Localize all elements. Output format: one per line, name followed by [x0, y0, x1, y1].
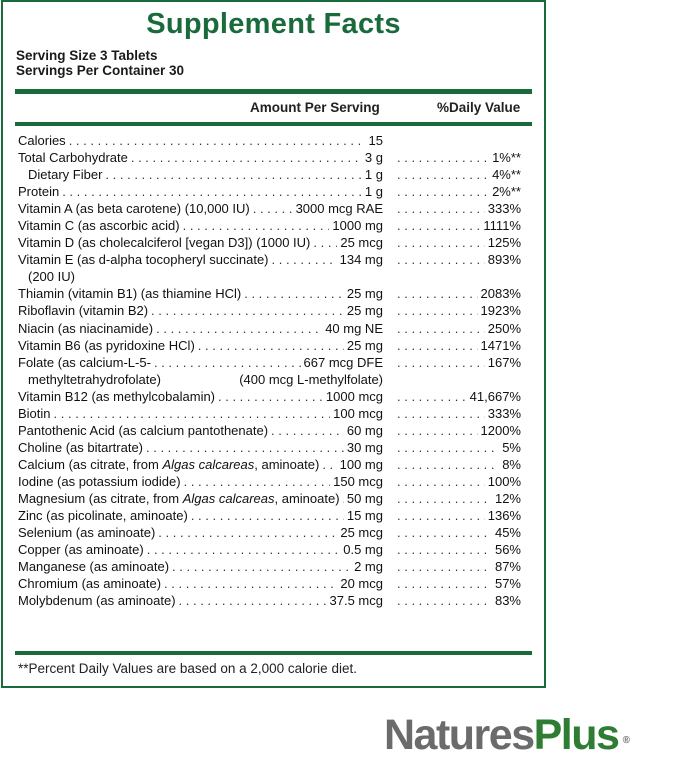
- nutrient-left: [18, 285, 383, 302]
- nutrient-amount: 50 mg: [346, 490, 383, 506]
- nutrient-name: Vitamin B6 (as pyridoxine HCl): [18, 337, 195, 353]
- leader-dots: [271, 422, 344, 439]
- leader-dots: [397, 337, 478, 354]
- daily-value-cell: [394, 456, 521, 473]
- leader-dots: [397, 302, 478, 319]
- nutrient-amount: 30 mg: [346, 439, 383, 455]
- divider-thick: [15, 89, 532, 94]
- nutrient-left: [18, 234, 383, 251]
- daily-value: 100%: [487, 473, 521, 489]
- daily-value-cell: [394, 558, 521, 575]
- nutrient-amount: 25 mg: [346, 303, 383, 319]
- nutrient-name: Total Carbohydrate: [18, 150, 128, 166]
- nutrient-amount: 1000 mg: [332, 218, 383, 234]
- nutrient-amount: 134 mg: [339, 252, 383, 268]
- nutrient-amount: 25 mg: [346, 337, 383, 353]
- divider-bottom: [15, 651, 532, 655]
- leader-dots: [397, 558, 492, 575]
- daily-value: 87%: [494, 559, 521, 575]
- leader-dots: [156, 320, 322, 337]
- nutrient-left: [18, 132, 383, 149]
- nutrient-name: Vitamin D (as cholecalciferol [vegan D3]) (1000 IU): [18, 235, 311, 251]
- nutrient-row: [18, 149, 528, 166]
- leader-dots: [54, 405, 331, 422]
- footnote: **Percent Daily Values are based on a 2,000 calorie diet.: [18, 661, 357, 676]
- daily-value: 167%: [487, 354, 521, 370]
- nutrient-amount: 2 mg: [354, 559, 383, 575]
- nutrient-name: Zinc (as picolinate, aminoate): [18, 508, 188, 524]
- daily-value-header: %Daily Value: [437, 100, 521, 115]
- nutrient-row: [18, 337, 528, 354]
- nutrient-amount: 1 g: [364, 184, 383, 200]
- nutrient-continuation: [18, 371, 383, 388]
- nutrient-name: Iodine (as potassium iodide): [18, 473, 181, 489]
- daily-value-cell: [394, 320, 521, 337]
- leader-dots: [343, 490, 344, 507]
- nutrient-row: [18, 507, 528, 524]
- nutrient-name: Selenium (as aminoate): [18, 525, 156, 541]
- nutrient-amount: 1000 mcg: [325, 388, 383, 404]
- nutrient-row: [18, 575, 528, 592]
- nutrient-row: [18, 439, 528, 456]
- daily-value: 45%: [494, 525, 521, 541]
- nutrient-name: Molybdenum (as aminoate): [18, 593, 176, 609]
- nutrient-left: [18, 337, 383, 354]
- leader-dots: [397, 422, 478, 439]
- leader-dots: [147, 541, 341, 558]
- leader-dots: [179, 592, 327, 609]
- nutrient-row: [18, 166, 528, 183]
- daily-value: 8%: [502, 456, 521, 472]
- nutrient-left: [18, 592, 383, 609]
- nutrient-name: Folate (as calcium-L-5-: [18, 354, 151, 370]
- nutrient-name-continued: methyltetrahydrofolate): [28, 371, 161, 387]
- nutrient-row: [18, 490, 528, 507]
- serving-info: [16, 48, 184, 78]
- nutrient-amount: 37.5 mcg: [329, 593, 383, 609]
- nutrient-amount: 0.5 mg: [343, 542, 383, 558]
- leader-dots: [183, 217, 330, 234]
- leader-dots: [397, 166, 489, 183]
- nutrient-name: Thiamin (vitamin B1) (as thiamine HCl): [18, 286, 242, 302]
- leader-dots: [158, 524, 337, 541]
- daily-value: 41,667%: [469, 388, 521, 404]
- daily-value-cell: [394, 302, 521, 319]
- nutrient-row: [18, 558, 528, 575]
- leader-dots: [397, 507, 485, 524]
- brand-name-part2: Plus: [533, 711, 619, 759]
- leader-dots: [397, 405, 485, 422]
- nutrient-left: [18, 388, 383, 405]
- nutrient-amount: 1 g: [364, 167, 383, 183]
- daily-value-cell: [394, 524, 521, 541]
- leader-dots: [218, 388, 323, 405]
- leader-dots: [397, 388, 467, 405]
- daily-value-cell: [394, 166, 521, 183]
- nutrient-left: [18, 183, 383, 200]
- nutrient-row: [18, 132, 528, 149]
- daily-value: 57%: [494, 576, 521, 592]
- leader-dots: [244, 285, 344, 302]
- nutrient-amount: 100 mcg: [333, 405, 383, 421]
- daily-value-cell: [394, 439, 521, 456]
- daily-value-cell: [394, 149, 521, 166]
- leader-dots: [397, 456, 499, 473]
- nutrient-amount: 60 mg: [346, 422, 383, 438]
- nutrient-left: [18, 541, 383, 558]
- nutrient-row: [18, 592, 528, 609]
- daily-value-cell: [394, 490, 521, 507]
- nutrient-row: [18, 354, 528, 388]
- nutrient-amount-continued: (400 mcg L-methylfolate): [239, 371, 383, 387]
- leader-dots: [397, 200, 485, 217]
- daily-value: 1111%: [483, 218, 521, 234]
- daily-value: 5%: [502, 439, 521, 455]
- daily-value: 136%: [487, 508, 521, 524]
- amount-per-serving-header: Amount Per Serving: [250, 100, 380, 115]
- nutrient-name: Manganese (as aminoate): [18, 559, 170, 575]
- nutrient-row: [18, 302, 528, 319]
- nutrient-left: [18, 524, 383, 541]
- nutrient-amount: 667 mcg DFE: [303, 354, 383, 370]
- nutrient-left: [18, 473, 383, 490]
- leader-dots: [397, 217, 480, 234]
- daily-value-cell: [394, 251, 521, 268]
- nutrient-name: Choline (as bitartrate): [18, 439, 143, 455]
- nutrient-left: [18, 405, 383, 422]
- nutrient-left: [18, 575, 383, 592]
- nutrient-row: [18, 251, 528, 285]
- nutrient-name: Niacin (as niacinamide): [18, 320, 154, 336]
- nutrient-name: Vitamin C (as ascorbic acid): [18, 218, 180, 234]
- daily-value: 333%: [487, 405, 521, 421]
- registered-mark: ®: [622, 735, 629, 746]
- daily-value-cell: [394, 388, 521, 405]
- nutrient-name: Copper (as aminoate): [18, 542, 144, 558]
- nutrient-row: [18, 541, 528, 558]
- daily-value-cell: [394, 183, 521, 200]
- nutrient-left: [18, 217, 383, 234]
- nutrient-amount: 100 mg: [339, 456, 383, 472]
- daily-value-cell: [394, 422, 521, 439]
- servings-per-container: Servings Per Container 30: [16, 63, 185, 78]
- daily-value: 1200%: [480, 422, 521, 438]
- leader-dots: [184, 473, 331, 490]
- nutrient-left: [18, 320, 383, 337]
- nutrient-row: [18, 234, 528, 251]
- daily-value: 4%**: [492, 167, 521, 183]
- panel-title: Supplement Facts: [146, 8, 401, 40]
- nutrient-left: [18, 200, 383, 217]
- daily-value-cell: [394, 285, 521, 302]
- daily-value-cell: [394, 337, 521, 354]
- daily-value-cell: [394, 405, 521, 422]
- nutrient-name: Pantothenic Acid (as calcium pantothenate): [18, 422, 269, 438]
- leader-dots: [397, 354, 485, 371]
- leader-dots: [397, 592, 492, 609]
- nutrient-row: [18, 183, 528, 200]
- daily-value-cell: [394, 541, 521, 558]
- nutrient-left: [18, 302, 383, 319]
- nutrient-amount: 40 mg NE: [325, 320, 383, 336]
- leader-dots: [397, 439, 499, 456]
- nutrient-left: [18, 558, 383, 575]
- nutrient-name: Chromium (as aminoate): [18, 576, 162, 592]
- leader-dots: [172, 558, 351, 575]
- nutrient-row: [18, 217, 528, 234]
- daily-value: 2083%: [480, 286, 521, 302]
- leader-dots: [69, 132, 366, 149]
- daily-value: 12%: [494, 490, 521, 506]
- daily-value: 333%: [487, 201, 521, 217]
- nutrient-row: [18, 405, 528, 422]
- leader-dots: [154, 354, 301, 371]
- nutrient-amount: 25 mcg: [340, 235, 383, 251]
- leader-dots: [397, 149, 489, 166]
- nutrient-row: [18, 524, 528, 541]
- leader-dots: [151, 302, 344, 319]
- nutrient-name: Vitamin E (as d-alpha tocopheryl succinate): [18, 252, 269, 268]
- daily-value-cell: [394, 473, 521, 490]
- leader-dots: [146, 439, 344, 456]
- leader-dots: [397, 320, 485, 337]
- daily-value: 1923%: [480, 303, 521, 319]
- nutrient-row: [18, 200, 528, 217]
- divider-header: [15, 122, 532, 126]
- nutrient-table: [18, 132, 528, 609]
- nutrient-left: [18, 490, 383, 507]
- leader-dots: [198, 337, 344, 354]
- daily-value: 83%: [494, 593, 521, 609]
- nutrient-left: [18, 166, 383, 183]
- daily-value-cell: [394, 132, 521, 149]
- nutrient-left: [18, 456, 383, 473]
- leader-dots: [397, 285, 478, 302]
- leader-dots: [397, 234, 485, 251]
- nutrient-name: Calcium (as citrate, from Algas calcareas, aminoate): [18, 456, 320, 472]
- nutrient-amount: 15 mg: [346, 508, 383, 524]
- leader-dots: [313, 234, 337, 251]
- brand-name-part1: Natures: [384, 711, 534, 759]
- daily-value-cell: [394, 507, 521, 524]
- leader-dots: [131, 149, 362, 166]
- nutrient-left: [18, 507, 383, 524]
- leader-dots: [397, 183, 489, 200]
- supplement-facts-panel: [1, 0, 546, 688]
- leader-dots: [191, 507, 344, 524]
- leader-dots: [397, 251, 485, 268]
- nutrient-row: [18, 473, 528, 490]
- daily-value: 2%**: [492, 184, 521, 200]
- daily-value-cell: [394, 354, 521, 371]
- daily-value-cell: [394, 592, 521, 609]
- nutrient-left: [18, 439, 383, 456]
- daily-value-cell: [394, 234, 521, 251]
- nutrient-amount: 25 mcg: [340, 525, 383, 541]
- leader-dots: [397, 575, 492, 592]
- nutrient-row: [18, 388, 528, 405]
- leader-dots: [253, 200, 293, 217]
- nutrient-left: [18, 354, 383, 371]
- daily-value: 1%**: [492, 150, 521, 166]
- daily-value-cell: [394, 575, 521, 592]
- nutrient-name: Protein: [18, 184, 60, 200]
- leader-dots: [397, 490, 492, 507]
- leader-dots: [397, 524, 492, 541]
- leader-dots: [397, 473, 485, 490]
- daily-value: 56%: [494, 542, 521, 558]
- nutrient-row: [18, 422, 528, 439]
- nutrient-name: Vitamin A (as beta carotene) (10,000 IU): [18, 201, 250, 217]
- nutrient-left: [18, 149, 383, 166]
- nutrient-name: Dietary Fiber: [28, 167, 103, 183]
- naturesplus-logo: [384, 711, 629, 759]
- nutrient-row: [18, 285, 528, 302]
- nutrient-name: Magnesium (as citrate, from Algas calcareas, aminoate): [18, 490, 340, 506]
- nutrient-amount: 3000 mcg RAE: [295, 201, 383, 217]
- nutrient-left: [18, 251, 383, 268]
- nutrient-row: [18, 320, 528, 337]
- serving-size: Serving Size 3 Tablets: [16, 48, 158, 63]
- nutrient-name: Biotin: [18, 405, 51, 421]
- nutrient-amount: 15: [368, 133, 383, 148]
- leader-dots: [322, 456, 336, 473]
- daily-value: 250%: [487, 320, 521, 336]
- nutrient-amount: 25 mg: [346, 286, 383, 302]
- leader-dots: [62, 183, 362, 200]
- daily-value: 125%: [487, 235, 521, 251]
- leader-dots: [272, 251, 337, 268]
- nutrient-amount: 20 mcg: [340, 576, 383, 592]
- leader-dots: [397, 541, 492, 558]
- nutrient-row: [18, 456, 528, 473]
- daily-value-cell: [394, 217, 521, 234]
- nutrient-name-continued: (200 IU): [28, 269, 75, 285]
- nutrient-name: Calories: [18, 133, 66, 148]
- nutrient-name: Vitamin B12 (as methylcobalamin): [18, 388, 216, 404]
- nutrient-left: [18, 422, 383, 439]
- daily-value-cell: [394, 200, 521, 217]
- nutrient-amount: 150 mcg: [333, 473, 383, 489]
- daily-value: 893%: [487, 252, 521, 268]
- nutrient-name: Riboflavin (vitamin B2): [18, 303, 149, 319]
- nutrient-continuation: [18, 268, 383, 285]
- nutrient-amount: 3 g: [364, 150, 383, 166]
- leader-dots: [105, 166, 362, 183]
- leader-dots: [164, 575, 337, 592]
- daily-value: 1471%: [480, 337, 521, 353]
